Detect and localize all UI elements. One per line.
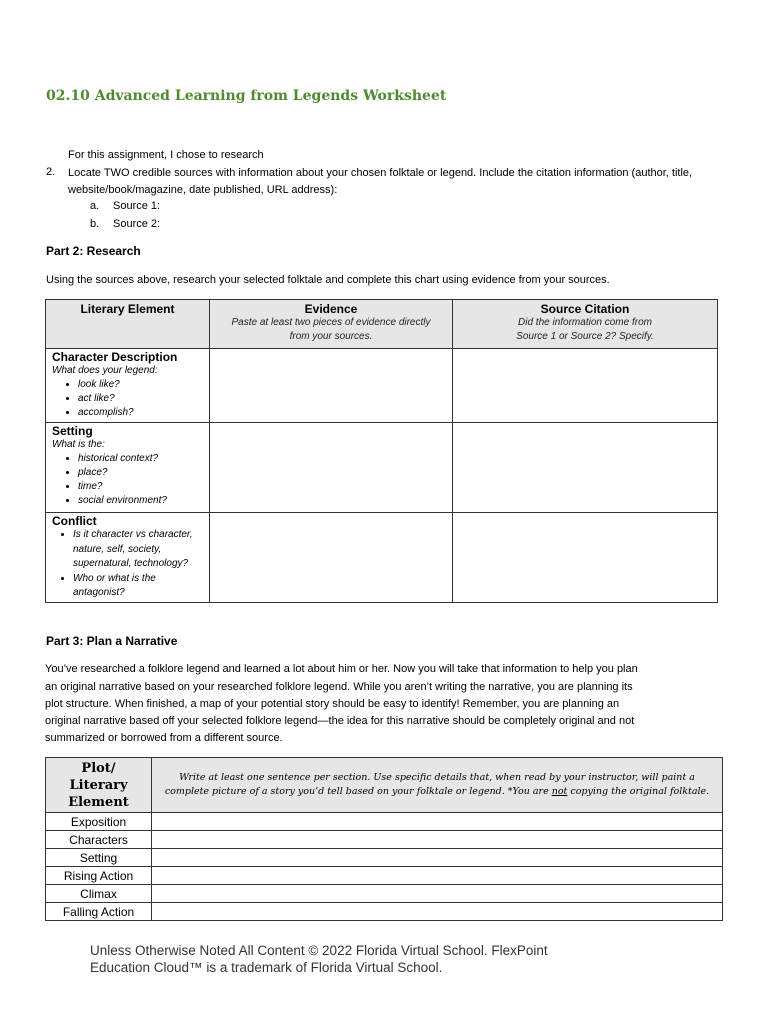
exposition-response-cell[interactable]: [152, 813, 723, 831]
climax-response-cell[interactable]: [152, 885, 723, 903]
source-2-letter: b.: [90, 218, 100, 230]
table-row: [46, 513, 718, 603]
list-item: • look like?: [78, 378, 209, 392]
source-1-letter: a.: [90, 200, 100, 212]
part3-paragraph-line: You’ve researched a folklore legend and learned a lot about him or her. Now you will take that information to help you plan: [45, 663, 638, 675]
conflict-evidence-cell[interactable]: [210, 513, 453, 603]
list-number-2: 2.: [46, 166, 56, 178]
conflict-cell: [46, 513, 210, 603]
plot-element-climax: Climax: [46, 885, 152, 903]
part3-paragraph-line: plot structure. When finished, a map of your potential story should be easy to identify! Remember, you are planning an: [45, 698, 620, 710]
setting-evidence-cell[interactable]: [210, 423, 453, 513]
table-row: [46, 867, 723, 885]
character-citation-cell[interactable]: [453, 349, 718, 423]
list-item: • accomplish?: [78, 406, 209, 420]
character-description-cell: [46, 349, 210, 423]
plot-element-exposition: Exposition: [46, 813, 152, 831]
part2-heading: Part 2: Research: [46, 244, 141, 258]
plot-element-rising-action: Rising Action: [46, 867, 152, 885]
table-row: [46, 831, 723, 849]
worksheet-title: 02.10 Advanced Learning from Legends Worksheet: [46, 88, 447, 104]
list-item: • time?: [78, 480, 209, 494]
conflict-bullets: [46, 528, 209, 601]
header-evidence: Evidence Paste at least two pieces of evidence directly from your sources.: [210, 300, 453, 349]
part3-paragraph-line: original narrative based off your selected folklore legend—the idea for this narrative should be completely original and not: [45, 715, 635, 727]
plot-plan-header-row: [46, 758, 723, 813]
header-literary-element: Literary Element: [46, 300, 210, 349]
table-row: [46, 423, 718, 513]
table-row: [46, 885, 723, 903]
part3-paragraph-line: an original narrative based on your researched folklore legend. While you aren’t writing the narrative, you are planning its: [45, 681, 633, 693]
source-2-label: Source 2:: [113, 218, 161, 230]
table-row: [46, 349, 718, 423]
plot-plan-instructions: Write at least one sentence per section. Use specific details that, when read by your instructor, will paint a complete picture of a story you’d tell based on your folktale or legend. *You are not copying the original folktale.: [152, 758, 723, 813]
plot-element-setting: Setting: [46, 849, 152, 867]
setting-cell: [46, 423, 210, 513]
falling-action-response-cell[interactable]: [152, 903, 723, 921]
character-description-title: Character Description: [52, 350, 178, 364]
source-1-label: Source 1:: [113, 200, 161, 212]
research-chart: [45, 299, 718, 603]
plot-plan-table: [45, 757, 723, 921]
copyright-footer: Unless Otherwise Noted All Content © 2022 Florida Virtual School. FlexPoint Education Cloud™ is a trademark of Florida Virtual School.: [90, 943, 548, 975]
table-row: [46, 903, 723, 921]
list-item: • Is it character vs character, nature, self, society, supernatural, technology?: [73, 528, 205, 572]
rising-action-response-cell[interactable]: [152, 867, 723, 885]
list-item: • social environment?: [78, 494, 209, 508]
list-item: • historical context?: [78, 452, 209, 466]
plot-literary-element-header: Plot/ Literary Element: [46, 758, 152, 813]
table-row: [46, 849, 723, 867]
character-description-prompt: What does your legend:: [52, 365, 158, 376]
character-evidence-cell[interactable]: [210, 349, 453, 423]
plot-element-characters: Characters: [46, 831, 152, 849]
setting-bullets: [46, 452, 209, 508]
part3-heading: Part 3: Plan a Narrative: [46, 634, 178, 648]
characters-response-cell[interactable]: [152, 831, 723, 849]
setting-citation-cell[interactable]: [453, 423, 718, 513]
header-source-citation: Source Citation Did the information come from Source 1 or Source 2? Specify.: [453, 300, 718, 349]
conflict-title: Conflict: [52, 514, 97, 528]
table-row: [46, 813, 723, 831]
list-item: • place?: [78, 466, 209, 480]
part3-paragraph-line: summarized or borrowed from a different source.: [45, 732, 283, 744]
list-item: • Who or what is the antagonist?: [73, 572, 205, 601]
conflict-citation-cell[interactable]: [453, 513, 718, 603]
setting-response-cell[interactable]: [152, 849, 723, 867]
setting-title: Setting: [52, 424, 93, 438]
locate-sources-instruction: Locate TWO credible sources with information about your chosen folktale or legend. Include the citation information (author, title, website/book/magazine, date published, URL address):: [68, 167, 693, 196]
list-item: • act like?: [78, 392, 209, 406]
chose-to-research-text: For this assignment, I chose to research: [68, 149, 264, 161]
part2-instructions: Using the sources above, research your selected folktale and complete this chart using evidence from your sources.: [46, 274, 610, 286]
plot-element-falling-action: Falling Action: [46, 903, 152, 921]
character-description-bullets: [46, 378, 209, 420]
setting-prompt: What is the:: [52, 439, 105, 450]
research-chart-header-row: [46, 300, 718, 349]
